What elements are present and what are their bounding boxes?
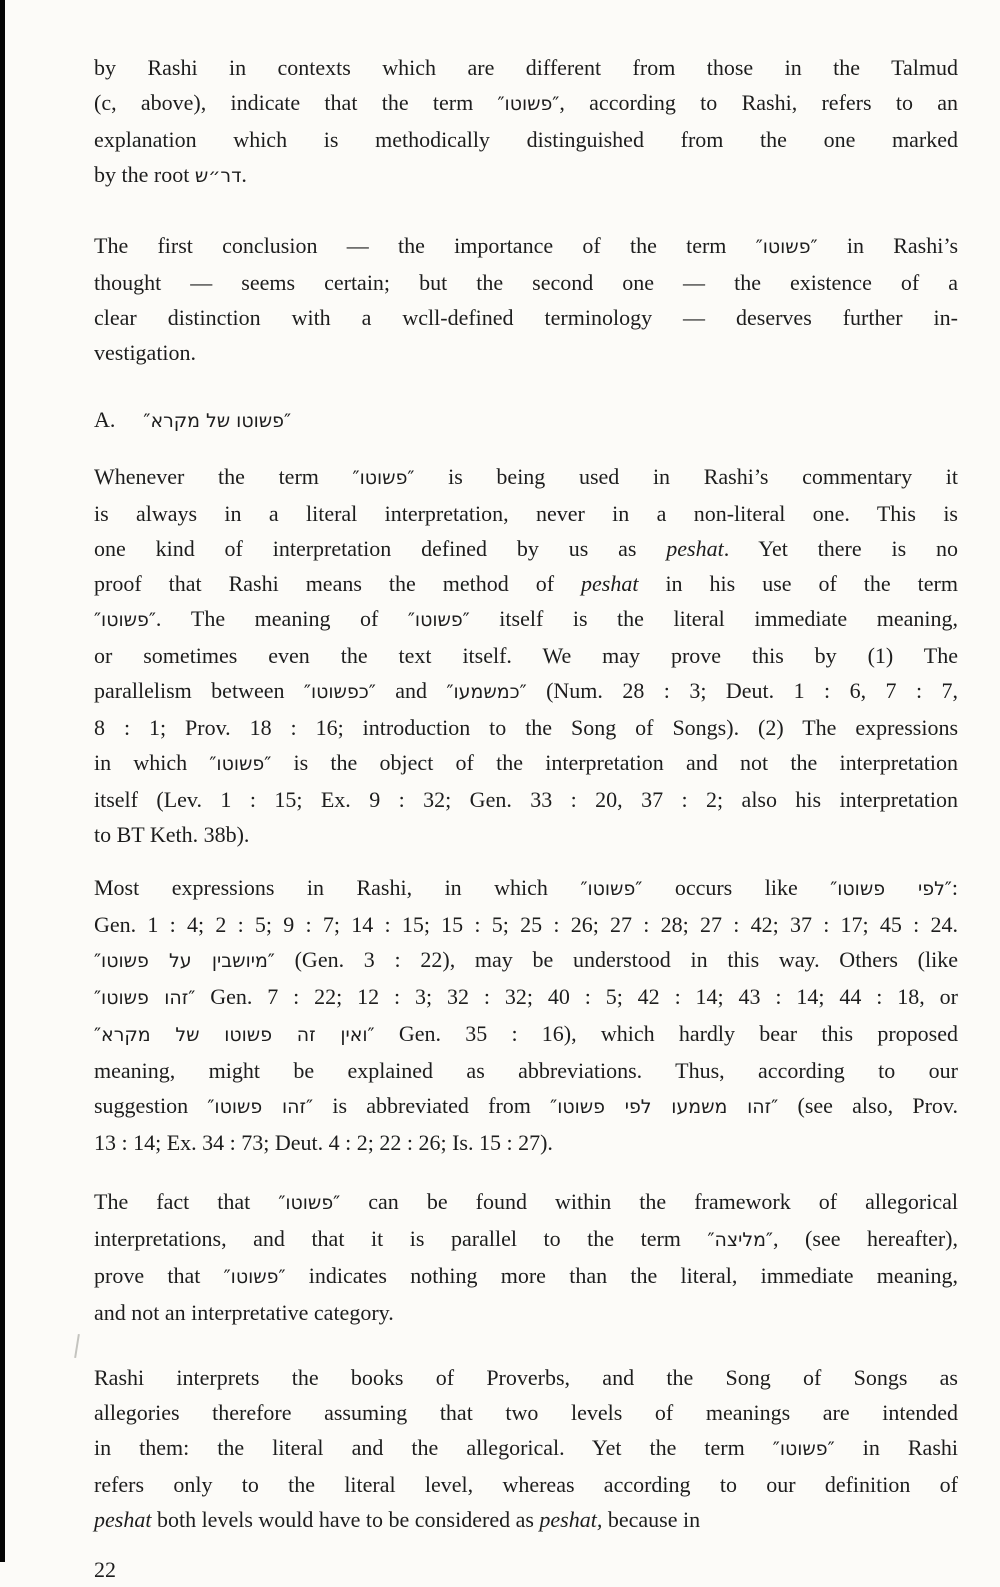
text-line: vestigation. bbox=[94, 340, 197, 365]
text-line: Most expressions in Rashi, in which ″פשוטו″ occurs like ″לפי פשוטו″: bbox=[94, 875, 958, 900]
text-line: and not an interpretative category. bbox=[94, 1300, 394, 1325]
text-line: explanation which is methodically distinguished from the one marked bbox=[94, 127, 958, 152]
text-line: ″זהו פשוטו″ Gen. 7 : 22; 12 : 3; 32 : 32; 40 : 5; 42 : 14; 43 : 14; 44 : 18, or bbox=[94, 984, 958, 1009]
text-line: 8 : 1; Prov. 18 : 16; introduction to the Song of Songs). (2) The expressions bbox=[94, 715, 958, 740]
text-line: suggestion ″זהו פשוטו″ is abbreviated from ″זהו משמעו לפי פשוטו″ (see also, Prov. bbox=[94, 1093, 958, 1118]
paragraph-3 bbox=[94, 459, 958, 852]
hebrew-term: ″זהו משמעו לפי פשוטו″ bbox=[550, 1096, 779, 1118]
hebrew-term: ″כמשמעו″ bbox=[446, 681, 527, 703]
hebrew-term: ″פשוטו″ bbox=[772, 1438, 835, 1460]
hebrew-term: ″כפשוטו″ bbox=[303, 681, 376, 703]
text-line: is always in a literal interpretation, never in a non-literal one. This is bbox=[94, 501, 958, 526]
text-line: Gen. 1 : 4; 2 : 5; 9 : 7; 14 : 15; 15 : 5; 25 : 26; 27 : 28; 27 : 42; 37 : 17; 45 : 24. bbox=[94, 912, 958, 937]
paragraph-5 bbox=[94, 1184, 958, 1330]
text-line: proof that Rashi means the method of peshat in his use of the term bbox=[94, 571, 958, 596]
text-line: clear distinction with a wcll-defined terminology — deserves further in- bbox=[94, 305, 958, 330]
hebrew-term: ″פשוטו″ bbox=[352, 467, 415, 489]
text-line: Rashi interprets the books of Proverbs, and the Song of Songs as bbox=[94, 1365, 958, 1390]
section-letter: A. bbox=[94, 407, 116, 432]
text-line: one kind of interpretation defined by us as peshat. Yet there is no bbox=[94, 536, 958, 561]
hebrew-term: ″לפי פשוטו″ bbox=[830, 878, 952, 900]
hebrew-term: ″פשוטו″ bbox=[278, 1192, 341, 1214]
text-line: parallelism between ″כפשוטו″ and ″כמשמעו″ (Num. 28 : 3; Deut. 1 : 6, 7 : 7, bbox=[94, 678, 958, 703]
scan-edge-shadow bbox=[0, 0, 5, 1562]
hebrew-term: ″ואין זה פשוטו של מקרא″ bbox=[94, 1024, 375, 1046]
hebrew-term: ″פשוטו″ bbox=[209, 753, 272, 775]
hebrew-term: ″פשוטו″ bbox=[580, 878, 643, 900]
text-line: (c, above), indicate that the term ″פשוטו″, according to Rashi, refers to an bbox=[94, 90, 958, 115]
text-line: in which ″פשוטו″ is the object of the interpretation and not the interpretation bbox=[94, 750, 958, 775]
hebrew-term: ″פשוטו″ bbox=[755, 236, 818, 258]
hebrew-term: ″זהו פשוטו″ bbox=[207, 1096, 314, 1118]
hebrew-term: ″פשוטו″ bbox=[223, 1266, 286, 1288]
text-line: ″פשוטו″. The meaning of ″פשוטו″ itself is the literal immediate meaning, bbox=[94, 606, 958, 631]
hebrew-term: דר״ש bbox=[194, 165, 242, 187]
italic-term: peshat, bbox=[539, 1507, 603, 1532]
text-line: by the root דר״ש. bbox=[94, 162, 247, 187]
text-line: by Rashi in contexts which are different from those in the Talmud bbox=[94, 55, 958, 80]
text-line: The first conclusion — the importance of the term ″פשוטו″ in Rashi’s bbox=[94, 233, 959, 258]
text-line: thought — seems certain; but the second one — the existence of a bbox=[94, 270, 958, 295]
text-line: itself (Lev. 1 : 15; Ex. 9 : 32; Gen. 33 : 20, 37 : 2; also his interpretation bbox=[94, 787, 958, 812]
text-line: ″מיושבין על פשוטו″ (Gen. 3 : 22), may be understood in this way. Others (like bbox=[94, 947, 958, 972]
hebrew-term: ″מליצה″ bbox=[707, 1229, 773, 1251]
hebrew-term: ″פשוטו″ bbox=[407, 609, 470, 631]
section-heading bbox=[94, 402, 958, 439]
hebrew-term: ″פשוטו″ bbox=[94, 609, 156, 631]
section-title-hebrew: ″פשוטו של מקרא″ bbox=[143, 410, 292, 432]
text-line: Whenever the term ″פשוטו″ is being used in Rashi’s commentary it bbox=[94, 464, 958, 489]
text-line: The fact that ″פשוטו″ can be found within the framework of allegorical bbox=[94, 1189, 958, 1214]
italic-term: peshat bbox=[94, 1507, 152, 1532]
page-number: 22 bbox=[94, 1557, 116, 1582]
text-line: refers only to the literal level, whereas according to our definition of bbox=[94, 1472, 958, 1497]
text-line: peshat both levels would have to be considered as peshat, because in bbox=[94, 1507, 701, 1532]
hebrew-term: ″מיושבין על פשוטו″ bbox=[94, 950, 275, 972]
scan-artifact bbox=[74, 1334, 80, 1358]
text-line: 13 : 14; Ex. 34 : 73; Deut. 4 : 2; 22 : 26; Is. 15 : 27). bbox=[94, 1130, 553, 1155]
text-line: prove that ″פשוטו″ indicates nothing more than the literal, immediate meaning, bbox=[94, 1263, 958, 1288]
text-line: interpretations, and that it is parallel to the term ″מליצה″, (see hereafter), bbox=[94, 1226, 959, 1251]
text-line: to BT Keth. 38b). bbox=[94, 822, 250, 847]
hebrew-term: ″פשוטו″ bbox=[497, 93, 560, 115]
text-line: meaning, might be explained as abbreviations. Thus, according to our bbox=[94, 1058, 958, 1083]
paragraph-6 bbox=[94, 1360, 958, 1537]
italic-term: peshat bbox=[666, 536, 724, 561]
text-line: allegories therefore assuming that two levels of meanings are intended bbox=[94, 1400, 958, 1425]
text-line: ″ואין זה פשוטו של מקרא″ Gen. 35 : 16), which hardly bear this proposed bbox=[94, 1021, 958, 1046]
text-line: or sometimes even the text itself. We may prove this by (1) The bbox=[94, 643, 958, 668]
paragraph-4 bbox=[94, 870, 958, 1160]
text-line: in them: the literal and the allegorical. Yet the term ″פשוטו″ in Rashi bbox=[94, 1435, 958, 1460]
italic-term: peshat bbox=[581, 571, 639, 596]
paragraph-1 bbox=[94, 50, 958, 194]
paragraph-2 bbox=[94, 228, 958, 370]
hebrew-term: ″זהו פשוטו″ bbox=[94, 987, 196, 1009]
